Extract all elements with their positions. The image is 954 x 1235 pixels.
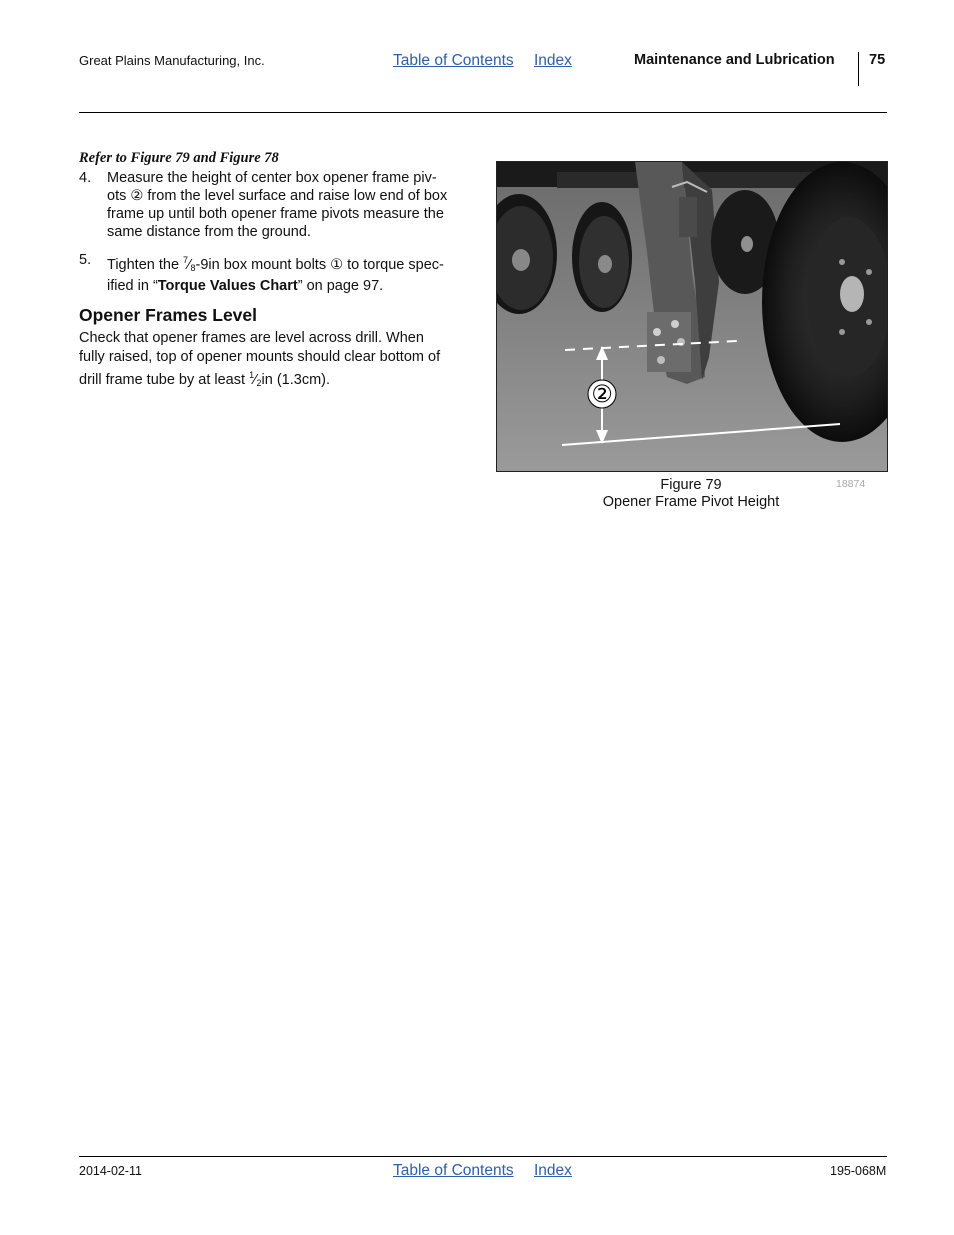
body-paragraph [79,329,474,393]
step-5-line2-pre: ified in “ [107,278,158,294]
footer-rule [79,1156,887,1157]
footer-date: 2014-02-11 [79,1164,143,1178]
torque-chart-reference: Torque Values Chart [157,278,298,294]
step-4-number: 4. [79,170,92,186]
figure-id: 18874 [836,478,866,490]
step-5-pre: Tighten the [107,257,184,273]
section-heading: Opener Frames Level [79,305,257,325]
figure-reference: Refer to Figure 79 and Figure 78 [79,150,279,166]
step-4-line: Measure the height of center box opener frame piv- [107,170,437,186]
fraction-denominator: 2 [256,378,262,388]
step-4-text [107,169,471,241]
step-5 [79,251,471,295]
footer-toc-link[interactable]: Table of Contents [393,1162,514,1179]
paragraph-line3-post: in (1.3cm). [261,372,331,388]
page-number: 75 [869,52,886,68]
step-4-line: ots ② from the level surface and raise low end of box [107,188,448,204]
figure-number: Figure 79 [660,477,722,493]
header-index-link[interactable]: Index [534,52,572,69]
fraction-numerator: 7 [183,255,189,265]
figure-title: Opener Frame Pivot Height [602,494,780,510]
fraction-numerator: 1 [249,370,255,380]
step-5-line2-post: ” on page 97. [297,278,384,294]
step-5-text [107,251,471,295]
opener-frame-photo [497,162,887,471]
header-divider [858,52,859,86]
fraction-denominator: 8 [190,263,196,273]
section-title: Maintenance and Lubrication [634,52,835,68]
step-4 [79,169,471,241]
header-toc-link[interactable]: Table of Contents [393,52,514,69]
step-5-line: Tighten the $^7⁄_8-9in$ box mount bolts ① to torque spec- [107,255,444,273]
header-rule [79,112,887,113]
step-5-post: -9in box mount bolts ① to torque spec- [195,257,444,273]
step-4-line: same distance from the ground. [107,224,311,240]
step-5-line [107,277,471,295]
company-name: Great Plains Manufacturing, Inc. [79,53,265,68]
callout-2: ② [591,380,613,408]
paragraph-line: drill frame tube by at least $^1⁄_2in$ (1.3cm). [79,370,331,388]
step-5-number: 5. [79,252,92,268]
footer-index-link[interactable]: Index [534,1162,572,1179]
paragraph-line: fully raised, top of opener mounts should clear bottom of [79,348,441,365]
paragraph-line3-pre: drill frame tube by at least [79,372,250,388]
paragraph-line: Check that opener frames are level across drill. When [79,330,424,346]
document-number: 195-068M [830,1164,887,1178]
figure-photo [496,161,888,472]
step-4-line: frame up until both opener frame pivots measure the [107,206,444,222]
